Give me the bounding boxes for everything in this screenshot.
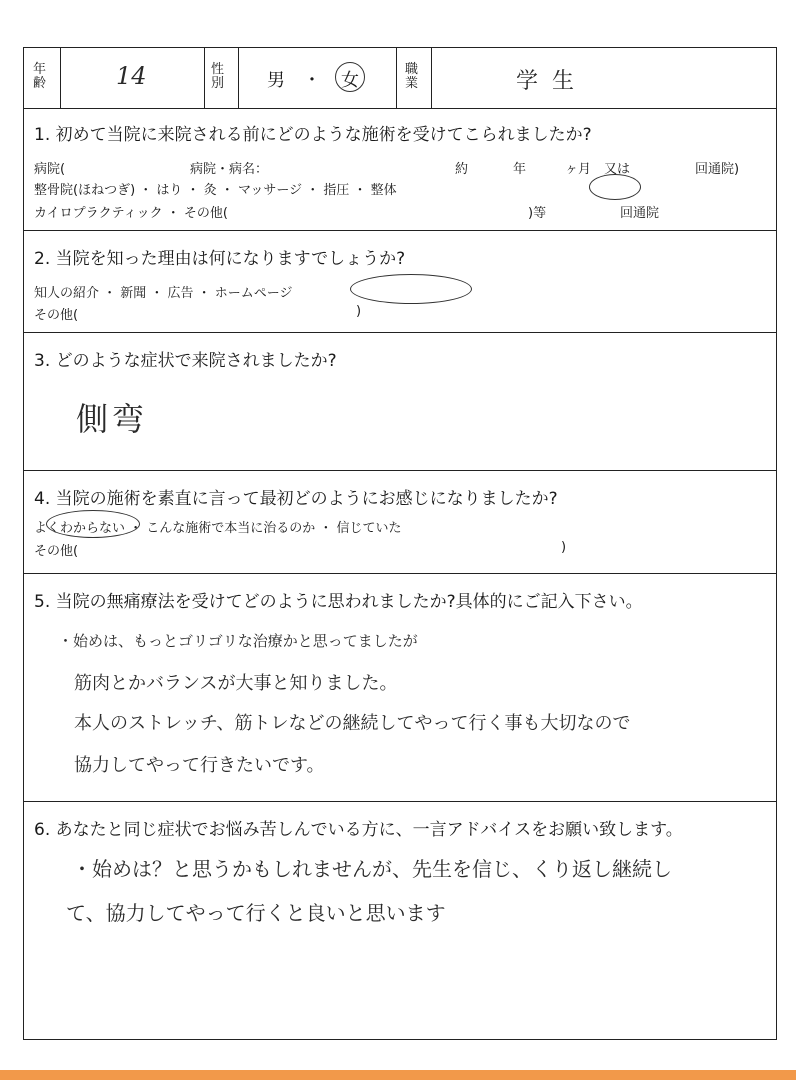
job-value: 学生 — [516, 69, 589, 94]
q5-answer-line: 本人のストレッチ、筋トレなどの継続してやって行く事も大切なので — [74, 713, 631, 734]
selection-circle — [335, 62, 365, 92]
gender-separator: ・ — [303, 70, 321, 91]
q2-other-close: ) — [356, 304, 362, 319]
bottom-accent-bar — [0, 1070, 796, 1080]
q5-answer-line: 協力してやって行きたいです。 — [74, 755, 325, 776]
q3-answer: 側弯 — [76, 400, 149, 438]
q3-title: 3. どのような症状で来院されましたか? — [34, 351, 337, 371]
age-label: 年 齢 — [33, 62, 47, 91]
divider — [24, 573, 776, 574]
q1-other-visits: 回通院 — [620, 206, 660, 221]
q1-title: 1. 初めて当院に来院される前にどのような施術を受けてこられましたか? — [34, 125, 592, 145]
q5-answer-line: ・始めは、もっとゴリゴリな治療かと思ってましたが — [58, 632, 418, 650]
gender-female-option: 女 — [341, 70, 359, 91]
q1-hospital: 病院( — [34, 162, 66, 177]
q1-years: 年 — [513, 162, 527, 177]
q1-or: 又は — [604, 162, 631, 177]
job-label: 職 業 — [405, 62, 419, 91]
age-value: 14 — [116, 62, 147, 90]
q5-title: 5. 当院の無痛療法を受けてどのように思われましたか?具体的にご記入下さい。 — [34, 592, 643, 612]
q6-answer-line: て、協力してやって行くと良いと思います — [66, 901, 446, 925]
q1-months: ヶ月 — [565, 162, 592, 177]
q2-title: 2. 当院を知った理由は何になりますでしょうか? — [34, 249, 406, 269]
divider — [24, 108, 776, 109]
gender-label: 性 別 — [211, 62, 225, 91]
divider — [24, 801, 776, 802]
q4-other: その他( — [34, 544, 79, 559]
q1-visits: 回通院) — [695, 162, 740, 177]
q6-answer-line: ・始めは？と思うかもしれませんが、先生を信じ、くり返し継続し — [72, 857, 672, 881]
q4-other-close: ) — [561, 540, 567, 555]
q2-options: 知人の紹介 ・ 新聞 ・ 広告 ・ ホームページ — [34, 286, 293, 301]
q1-options: 整骨院(ほねつぎ) ・ はり ・ 灸 ・ マッサージ ・ 指圧 ・ 整体 — [34, 183, 397, 198]
divider — [24, 230, 776, 231]
q1-other-close: )等 — [528, 206, 547, 221]
divider — [396, 48, 397, 108]
divider — [238, 48, 239, 108]
divider — [431, 48, 432, 108]
divider — [24, 470, 776, 471]
selection-circle — [46, 510, 140, 538]
q1-hospital-name: 病院・病名： — [190, 162, 269, 177]
q4-options: よくわからない ・ こんな施術で本当に治るのか ・ 信じていた — [34, 521, 402, 536]
divider — [24, 332, 776, 333]
q4-title: 4. 当院の施術を素直に言って最初どのようにお感じになりましたか? — [34, 489, 558, 509]
q2-other: その他( — [34, 308, 79, 323]
q5-answer-line: 筋肉とかバランスが大事と知りました。 — [74, 673, 398, 694]
divider — [60, 48, 61, 108]
selection-circle — [350, 274, 472, 304]
questionnaire-sheet — [23, 47, 777, 1040]
q1-other: カイロプラクティック ・ その他( — [34, 206, 228, 221]
selection-circle — [589, 174, 641, 200]
gender-male-option: 男 — [267, 70, 285, 91]
divider — [204, 48, 205, 108]
q6-title: 6. あなたと同じ症状でお悩み苦しんでいる方に、一言アドバイスをお願い致します。 — [34, 820, 683, 840]
q1-about: 約 — [455, 162, 469, 177]
